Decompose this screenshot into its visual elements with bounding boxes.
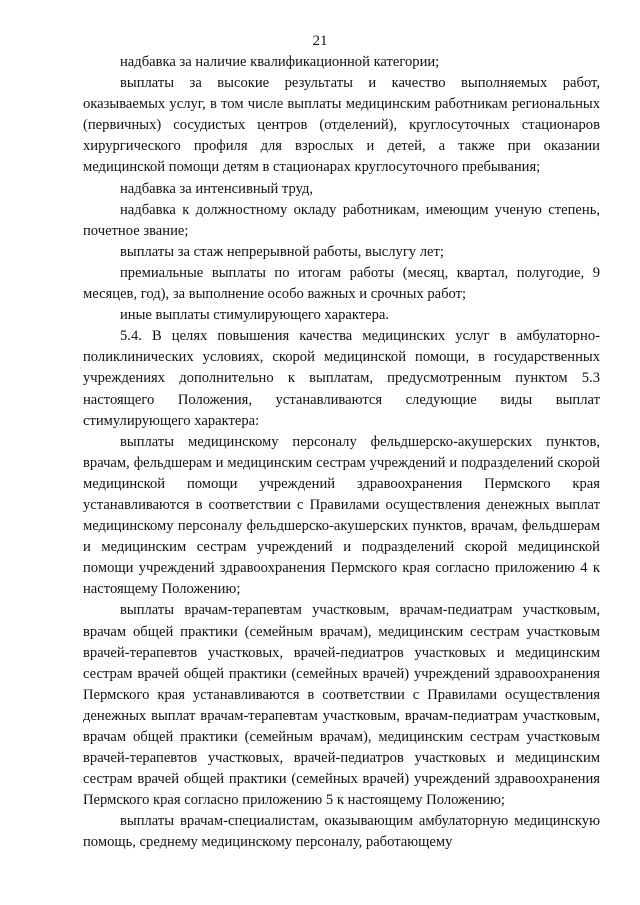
paragraph-high-results-payments: выплаты за высокие результаты и качество выполняемых работ, оказываемых услуг, в том числе выплаты медицинским работникам региональных (первичных) сосудистых центров (отделений), круглосуточных стационаров хирургического профиля для взрослых и детей, а также при оказании медицинской помощи детям в стационарах круглосуточного пребывания; (83, 75, 600, 176)
paragraph-qualification-bonus: надбавка за наличие квалификационной категории; (120, 54, 440, 70)
body-text (83, 52, 600, 854)
paragraph-bonus-payments: премиальные выплаты по итогам работы (месяц, квартал, полугодие, 9 месяцев, год), за выполнение особо важных и срочных работ; (83, 264, 600, 303)
page-number: 21 (312, 33, 328, 49)
paragraph-other-payments: иные выплаты стимулирующего характера. (120, 307, 390, 324)
paragraph-academic-degree-bonus: надбавка к должностному окладу работникам, имеющим ученую степень, почетное звание; (83, 201, 600, 239)
paragraph-section-5-4: 5.4. В целях повышения качества медицинских услуг в амбулаторно-поликлинических условиях, скорой медицинской помощи, в государственных учреждениях дополнительно к выплатам, предусмотренным пунктом 5.3 настоящего Положения, устанавливаются следующие виды выплат стимулирующего характера: (83, 328, 600, 429)
paragraph-district-doctors-payments: выплаты врачам-терапевтам участковым, врачам-педиатрам участковым, врачам общей практики (семейным врачам), медицинским сестрам участковым врачей-терапевтов участковых, врачей-педиатров участковых и медицинским сестрам врачей общей практики (семейных врачей) учреждений здравоохранения Пермского края устанавливаются в соответствии с Правилами осуществления денежных выплат врачам-терапевтам участковым, врачам-педиатрам участковым, врачам общей практики (семейным врачам), медицинским сестрам участковым врачей-терапевтов участковых, врачей-педиатров участковых и медицинским сестрам врачей общей практики (семейных врачей) учреждений здравоохранения Пермского края согласно приложению 5 к настоящему Положению; (83, 602, 600, 809)
paragraph-length-of-service: выплаты за стаж непрерывной работы, выслугу лет; (120, 243, 444, 260)
paragraph-specialists-payments: выплаты врачам-специалистам, оказывающим амбулаторную медицинскую помощь, среднему медицинскому персоналу, работающему (83, 813, 600, 851)
paragraph-feldsher-payments: выплаты медицинскому персоналу фельдшерско-акушерских пунктов, врачам, фельдшерам и медицинским сестрам учреждений и подразделений скорой медицинской помощи учреждений здравоохранения Пермского края устанавливаются в соответствии с Правилами осуществления денежных выплат медицинскому персоналу фельдшерско-акушерских пунктов, врачам, фельдшерам и медицинским сестрам учреждений и подразделений скорой медицинской помощи учреждений здравоохранения Пермского края согласно приложению 4 к настоящему Положению; (83, 433, 600, 598)
paragraph-intensive-work-bonus: надбавка за интенсивный труд, (120, 180, 314, 197)
